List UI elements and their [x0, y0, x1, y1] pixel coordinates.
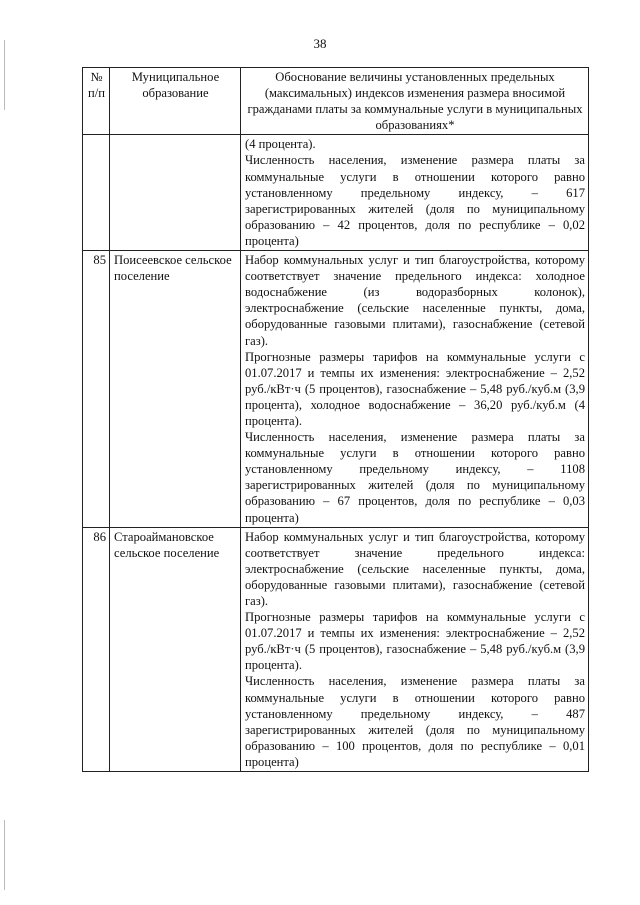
tariff-table: [82, 67, 589, 772]
header-justification: Обоснование величины установленных предельных (максимальных) индексов изменения размера вносимой гражданами платы за коммунальные услуги в муниципальных образованиях*: [241, 68, 589, 135]
justification-paragraph: Прогнозные размеры тарифов на коммунальные услуги с 01.07.2017 и темпы их изменения: электроснабжение – 2,52 руб./кВт·ч (5 процентов), газоснабжение – 5,48 руб./куб.м (3,9 процента).: [245, 610, 585, 673]
row-number-cell: [83, 135, 110, 251]
municipality-cell: Староаймановское сельское поселение: [110, 527, 241, 771]
justification-paragraph: Численность населения, изменение размера платы за коммунальные услуги в отношении которого равно установленному предельному индексу, – 487 зарегистрированных жителей (доля по муниципальному образованию – 100 процентов, доля по республике – 0,01 процента): [245, 674, 585, 769]
justification-cell: [241, 135, 589, 251]
scan-edge-mark-bottom: [4, 820, 5, 890]
table-body: [83, 135, 589, 772]
row-number-cell: 85: [83, 251, 110, 528]
justification-cell: [241, 527, 589, 771]
header-municipality: Муниципальное образование: [110, 68, 241, 135]
justification-cell: [241, 251, 589, 528]
table-row: [83, 251, 589, 528]
table-row: [83, 135, 589, 251]
justification-paragraph: Набор коммунальных услуг и тип благоустройства, которому соответствует значение предельного индекса: электроснабжение (сельские населенные пункты, дома, оборудованные газовыми плитами), газоснабжение (сетевой газ).: [245, 529, 585, 608]
row-number-cell: 86: [83, 527, 110, 771]
table-row: [83, 527, 589, 771]
justification-paragraph: Набор коммунальных услуг и тип благоустройства, которому соответствует значение предельного индекса: холодное водоснабжение (из водоразборных колонок), электроснабжение (сельские населенные пункты, дома, оборудованные газовыми плитами), газоснабжение (сетевой газ).: [245, 253, 585, 348]
justification-paragraph: Прогнозные размеры тарифов на коммунальные услуги с 01.07.2017 и темпы их изменения: электроснабжение – 2,52 руб./кВт·ч (5 процентов), газоснабжение – 5,48 руб./куб.м (3,9 процента), холодное водоснабжение – 36,20 руб./куб.м (4 процента).: [245, 349, 585, 428]
page-number: 38: [313, 36, 327, 51]
municipality-cell: [110, 135, 241, 251]
header-num: № п/п: [83, 68, 110, 135]
table-header-row: [83, 68, 589, 135]
justification-paragraph: Численность населения, изменение размера платы за коммунальные услуги в отношении которого равно установленному предельному индексу, – 1108 зарегистрированных жителей (доля по муниципальному образованию – 67 процентов, доля по республике – 0,03 процента): [245, 430, 585, 525]
justification-paragraph: Численность населения, изменение размера платы за коммунальные услуги в отношении которого равно установленному предельному индексу, – 617 зарегистрированных жителей (доля по муниципальному образованию – 42 процентов, доля по республике – 0,02 процента): [245, 153, 585, 248]
justification-paragraph: (4 процента).: [245, 137, 316, 152]
municipality-cell: Поисеевское сельское поселение: [110, 251, 241, 528]
